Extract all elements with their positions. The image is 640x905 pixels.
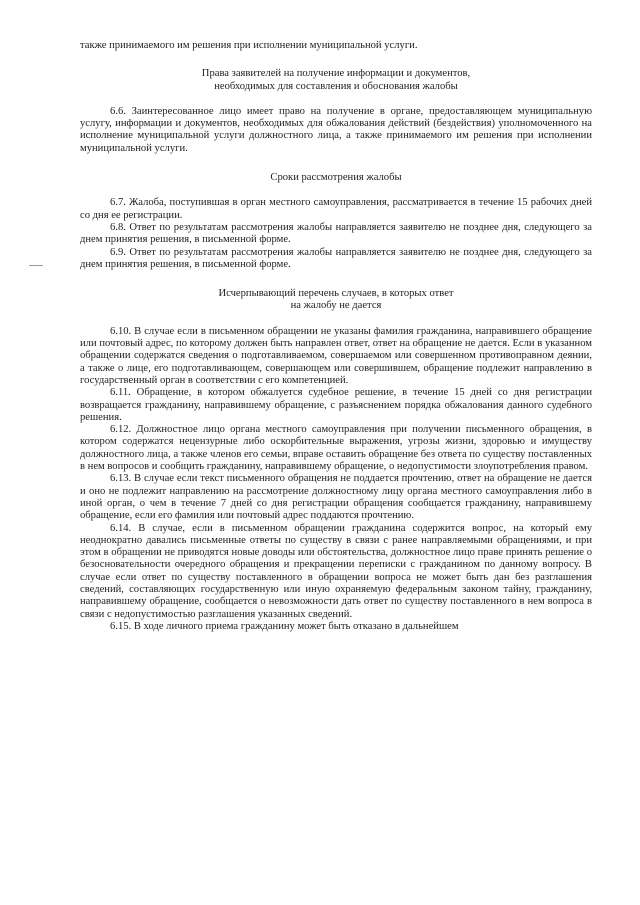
section-terms [80,172,592,271]
section-terms-title: Сроки рассмотрения жалобы [270,172,402,184]
section-rights-title-line2: необходимых для составления и обоснования жалобы [214,80,458,92]
paragraph-6-6: 6.6. Заинтересованное лицо имеет право на получение в органе, предоставляющем муниципальную услугу, информации и документов, необходимых для обжалования действий (бездействия) уполномоченного на исполнение муниципальной услуги должностного лица, а также принимаемого им решения при исполнении муниципальной услуги. [80,105,592,154]
paragraph-6-15: 6.15. В ходе личного приема гражданину может быть отказано в дальнейшем [110,620,459,632]
section-cases-title-line2: на жалобу не дается [290,300,382,312]
paragraph-6-11: 6.11. Обращение, в котором обжалуется судебное решение, в течение 15 дней со дня регистрации возвращается гражданину, направившему обращение, с разъяснением порядка обжалования данного судебного решения. [80,387,592,423]
paragraph-6-9: 6.9. Ответ по результатам рассмотрения жалобы направляется заявителю не позднее дня, следующего за днем принятия решения, в письменной форме. [80,246,592,270]
section-rights-title-line1: Права заявителей на получение информации и документов, [201,68,471,80]
paragraph-6-7: 6.7. Жалоба, поступившая в орган местного самоуправления, рассматривается в течение 15 рабочих дней со дня ее регистрации. [80,197,592,221]
paragraph-6-10: 6.10. В случае если в письменном обращении не указаны фамилия гражданина, направившего обращение или почтовый адрес, по которому должен быть направлен ответ, ответ на обращение не дается. Если в указанном обращении содержатся сведения о подготавливаемом, совершаемом или совершенном противоправном деянии, а также о лице, его подготавливающем, совершающем или совершившем, обращение подлежит направлению в государственный орган в соответствии с его компетенцией. [80,325,592,386]
paragraph-6-8: 6.8. Ответ по результатам рассмотрения жалобы направляется заявителю не позднее дня, следующего за днем принятия решения, в письменной форме. [80,221,592,246]
paragraph-6-13: 6.13. В случае если текст письменного обращения не поддается прочтению, ответ на обращение не дается и оно не подлежит направлению на рассмотрение должностному лицу органа местного самоуправления либо в иной орган, о чем в течение 7 дней со дня регистрации обращения сообщается гражданину, направившему обращение, если его фамилия или почтовый адрес поддаются прочтению. [80,473,592,522]
continuation-text: также принимаемого им решения при исполнении муниципальной услуги. [80,40,418,51]
margin-mark [29,265,43,266]
section-cases [80,288,592,633]
document-body [80,40,592,633]
paragraph-6-14: 6.14. В случае, если в письменном обращении гражданина содержится вопрос, на который ему неоднократно давались письменные ответы по существу в связи с ранее направляемыми обращениями, и при этом в обращении не приводятся новые доводы или обстоятельства, должностное лицо праве принять решение о безосновательности очередного обращения и прекращении переписки с гражданином по данному вопросу. В случае если ответ по существу поставленного в обращении вопроса не может быть дан без разглашения сведений, составляющих государственную или иную охраняемую федеральным законом тайну, гражданину, направившему обращение, сообщается о невозможности дать ответ по существу поставленного в нем вопроса в связи с недопустимостью разглашения указанных сведений. [80,522,592,620]
paragraph-6-12: 6.12. Должностное лицо органа местного самоуправления при получении письменного обращения, в котором содержатся нецензурные либо оскорбительные выражения, угрозы жизни, здоровью и имуществу должностного лица, а также членов его семьи, вправе оставить обращение без ответа по существу поставленных в нем вопросов и сообщить гражданину, направившему обращение, о недопустимости злоупотребления правом. [80,424,592,473]
section-rights [80,68,592,155]
section-cases-title-line1: Исчерпывающий перечень случаев, в которых ответ [218,288,454,300]
